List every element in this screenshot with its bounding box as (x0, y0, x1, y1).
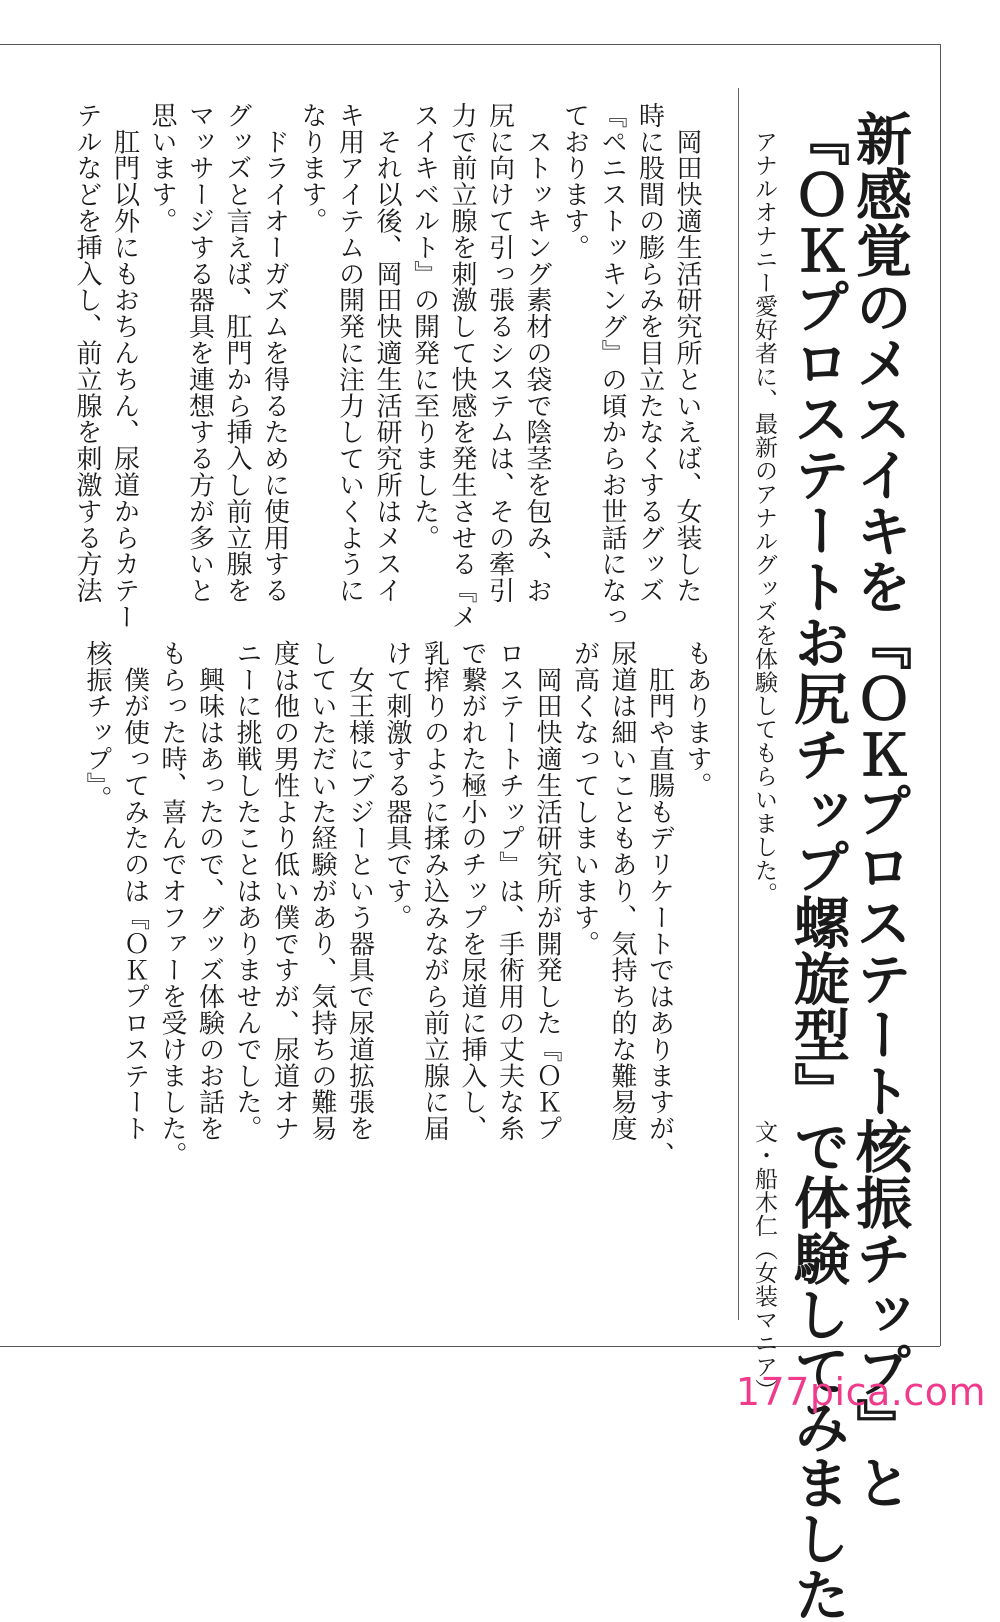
text-line: キ用アイテムの開発に注力していくように (334, 102, 365, 604)
text-line: なります。 (297, 102, 327, 234)
text-line: で繋がれた極小のチップを尿道に挿入し、 (457, 640, 487, 1142)
subtitle: アナルオナニー愛好者に、最新のアナルグッズを体験してもらいました。 (751, 130, 777, 906)
headline-line-2: 『ＯＫプロステートお尻チップ螺旋型』で体験してみました (785, 110, 851, 1622)
frame-right-rule (940, 44, 941, 1346)
body-text-upper (72, 102, 705, 630)
text-line: もらった時、喜んでオファーを受けました。 (157, 640, 187, 1168)
text-line: が高くなってしまいます。 (569, 640, 600, 957)
text-line: 尻に向けて引っ張るシステムは、その牽引 (484, 102, 515, 604)
text-line: 『ペニストッキング』の頃からお世話になっ (597, 102, 627, 630)
text-line: 岡田快適生活研究所が開発した『ＯＫプ (532, 640, 562, 1142)
text-line: それ以後、岡田快適生活研究所はメスイ (372, 102, 402, 604)
title-divider-rule (738, 88, 739, 1320)
text-line: 肛門や直腸もデリケートではありますが、 (644, 640, 675, 1168)
text-line: ドライオーガズムを得るために使用する (259, 102, 290, 604)
text-line: 女王様にブジーという器具で尿道拡張を (344, 640, 375, 1142)
text-line: 肛門以外にもおちんちん、尿道からカテー (109, 102, 140, 630)
text-line: ニーに挑戦したことはありませんでした。 (232, 640, 262, 1142)
frame-top-rule (0, 44, 940, 45)
text-line: 僕が使ってみたのは『ＯＫプロステート (119, 640, 150, 1142)
headline-line-1: 新感覚のメスイキを『ＯＫプロステート核振チップ』と (847, 110, 913, 1510)
text-line: 興味はあったので、グッズ体験のお話を (194, 640, 225, 1142)
text-line: マッサージする器具を連想する方が多いと (184, 102, 215, 604)
byline: 文・船木仁（女装マニア） (751, 1120, 777, 1402)
text-line: していただいた経験があり、気持ちの難易 (307, 640, 337, 1142)
text-line: もあります。 (682, 640, 712, 799)
text-line: グッズと言えば、肛門から挿入し前立腺を (222, 102, 252, 604)
text-line: ストッキング素材の袋で陰茎を包み、お (522, 102, 552, 604)
watermark: 177pica.com (735, 1370, 986, 1414)
text-line: 度は他の男性より低い僕ですが、尿道オナ (269, 640, 300, 1142)
text-line: 核振チップ』。 (82, 640, 112, 812)
text-line: ております。 (559, 102, 590, 261)
text-line: 尿道は細いこともあり、気持ち的な難易度 (607, 640, 637, 1142)
text-line: 乳搾りのように揉み込みながら前立腺に届 (419, 640, 450, 1142)
text-line: テルなどを挿入し、前立腺を刺激する方法 (72, 102, 102, 604)
text-line: 力で前立腺を刺激して快感を発生させる『メ (447, 102, 477, 630)
text-line: スイキベルト』の開発に至りました。 (409, 102, 440, 551)
text-line: 思います。 (147, 102, 177, 234)
text-line: ロステートチップ』は、手術用の丈夫な糸 (494, 640, 525, 1142)
text-line: けて刺激する器具です。 (382, 640, 412, 931)
text-line: 時に股間の膨らみを目立たなくするグッズ (634, 102, 665, 604)
text-line: 岡田快適生活研究所といえば、女装した (672, 102, 702, 604)
body-text-lower (82, 640, 715, 1168)
